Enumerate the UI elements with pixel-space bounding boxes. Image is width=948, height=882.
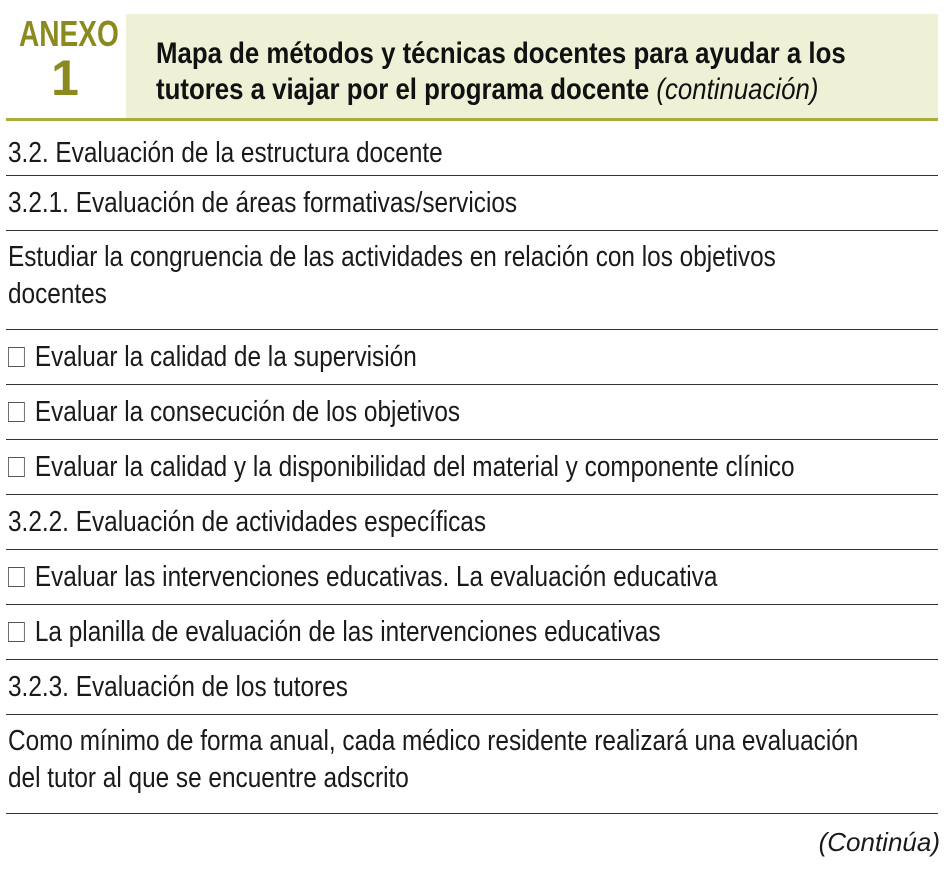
row-text: 3.2.3. Evaluación de los tutores	[8, 671, 348, 703]
checkbox-icon[interactable]	[8, 402, 25, 422]
row-content	[8, 339, 417, 376]
checklist-item-material	[6, 440, 938, 495]
checklist-item-supervision	[6, 330, 938, 385]
page-title	[156, 36, 930, 108]
checkbox-icon[interactable]	[8, 457, 25, 477]
row-text-line-1: Como mínimo de forma anual, cada médico residente realizará una evaluación	[8, 725, 859, 757]
row-text: 3.2.1. Evaluación de áreas formativas/servicios	[8, 187, 518, 219]
row-text: Evaluar las intervenciones educativas. La evaluación educativa	[34, 561, 718, 593]
checklist-item-planilla	[6, 605, 938, 660]
checkbox-icon[interactable]	[8, 622, 25, 642]
text-row-congruencia	[6, 231, 938, 330]
subsection-heading-3-2-1	[6, 176, 938, 231]
content-table	[6, 121, 938, 814]
text-row-evaluacion-anual	[6, 715, 938, 814]
subsection-heading-3-2-3	[6, 660, 938, 715]
row-content	[8, 394, 460, 431]
checkbox-icon[interactable]	[8, 347, 25, 367]
annex-badge	[6, 10, 124, 118]
row-content	[8, 559, 717, 596]
title-line-2	[156, 72, 930, 108]
row-text: Evaluar la consecución de los objetivos	[34, 396, 461, 428]
row-content	[8, 614, 661, 651]
row-text: La planilla de evaluación de las intervenciones educativas	[34, 616, 661, 648]
continues-note: (Continúa)	[818, 827, 940, 857]
title-line-1: Mapa de métodos y técnicas docentes para ayudar a los	[156, 37, 846, 70]
checkbox-icon[interactable]	[8, 567, 25, 587]
row-text-line-2: del tutor al que se encuentre adscrito	[8, 762, 409, 794]
title-box	[126, 14, 938, 118]
checklist-item-intervenciones	[6, 550, 938, 605]
row-text: Evaluar la calidad y la disponibilidad del material y componente clínico	[34, 451, 795, 483]
annex-header	[6, 10, 938, 120]
row-text: 3.2. Evaluación de la estructura docente	[8, 137, 443, 169]
row-content	[8, 449, 795, 486]
annex-label: ANEXO	[18, 13, 119, 54]
row-text: 3.2.2. Evaluación de actividades específicas	[8, 506, 487, 538]
row-text: Evaluar la calidad de la supervisión	[34, 341, 417, 373]
annex-number: 1	[51, 50, 79, 106]
checklist-item-objetivos	[6, 385, 938, 440]
row-text-line-1: Estudiar la congruencia de las actividades en relación con los objetivos	[8, 241, 776, 273]
row-text-line-2: docentes	[8, 278, 107, 310]
subsection-heading-3-2-2	[6, 495, 938, 550]
title-continuation: (continuación)	[656, 73, 819, 106]
row-text	[8, 239, 932, 313]
section-heading-3-2	[6, 121, 938, 176]
title-line-2-text: tutores a viajar por el programa docente	[156, 73, 650, 106]
row-text	[8, 723, 932, 797]
